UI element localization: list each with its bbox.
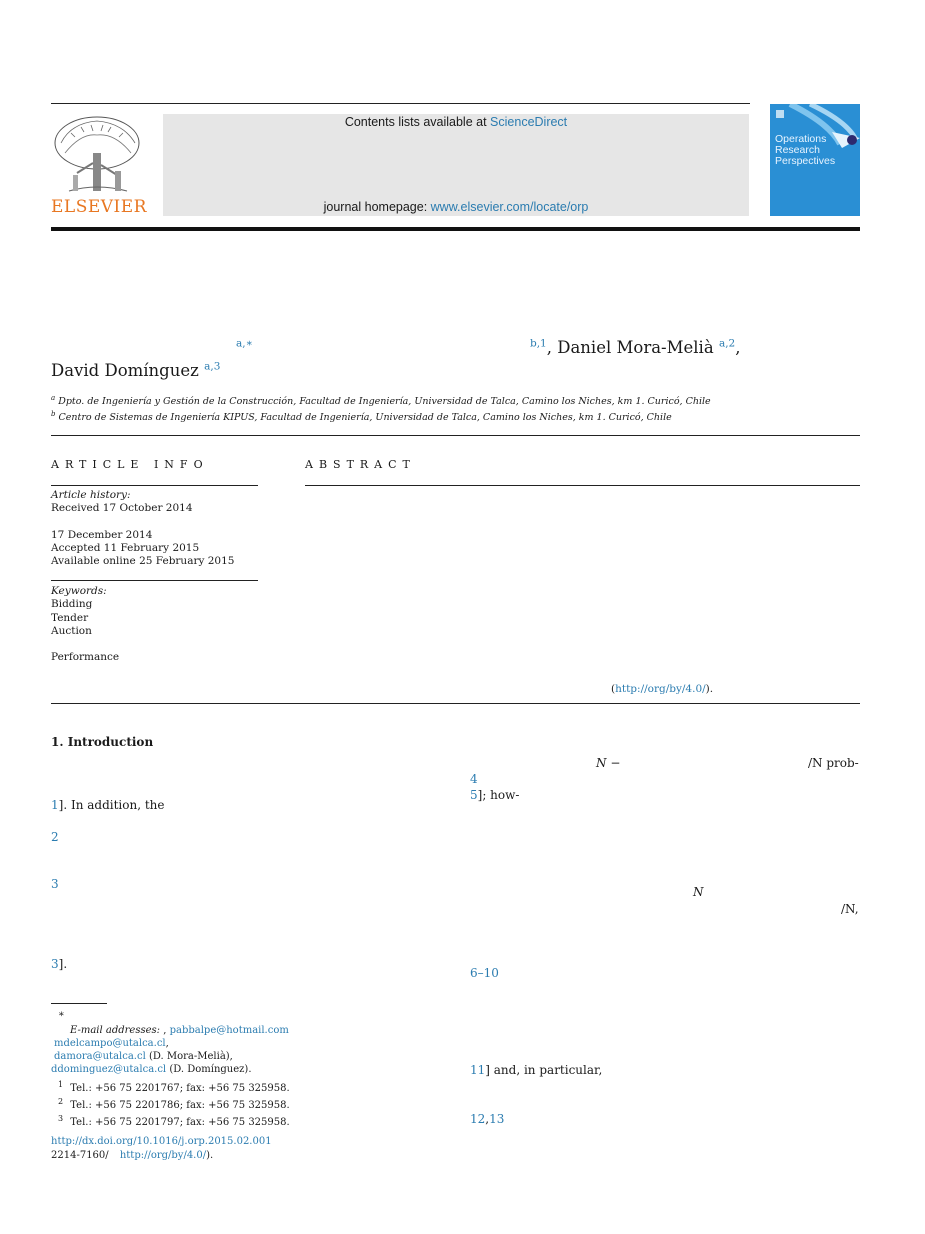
article-info-rule xyxy=(51,485,258,486)
email-line-1 xyxy=(70,1024,289,1038)
doi-line xyxy=(51,1135,272,1149)
issn-text: 2214-7160/ xyxy=(51,1150,109,1161)
footnote-3 xyxy=(58,1112,290,1130)
sciencedirect-link[interactable]: ScienceDirect xyxy=(490,115,568,129)
online-date: Available online 25 February 2015 xyxy=(51,555,235,568)
cover-title: Operations Research Perspectives xyxy=(775,133,836,167)
author1-affiliation-sup[interactable]: a,∗ xyxy=(236,337,253,350)
footnote-2 xyxy=(58,1095,290,1113)
email-line-4 xyxy=(51,1063,252,1077)
revised-date: 17 December 2014 xyxy=(51,528,153,541)
ref11-tail: ] and, in particular, xyxy=(485,1063,603,1077)
header-thick-rule xyxy=(51,227,860,231)
author-line-1b xyxy=(530,338,740,357)
citation-ref-3[interactable]: 3 xyxy=(51,877,59,891)
doi-link[interactable]: http://dx.doi.org/10.1016/j.orp.2015.02.001 xyxy=(51,1136,272,1147)
intro-left-ref3-line xyxy=(51,877,59,892)
abstract-license xyxy=(611,683,713,696)
email-sep: , xyxy=(163,1025,167,1036)
footnote-2-text: Tel.: +56 75 2201786; fax: +56 75 325958. xyxy=(70,1100,290,1112)
intro-left-ref2-line xyxy=(51,830,59,845)
author-separator: , xyxy=(735,338,741,357)
footnote-2-mark: 2 xyxy=(58,1097,64,1106)
ref5-tail: ]; how- xyxy=(477,788,520,802)
footnote-star: ∗ xyxy=(58,1009,65,1020)
affiliation-a-mark: a xyxy=(51,394,56,402)
citation-ref-6-10[interactable]: 6–10 xyxy=(470,966,499,980)
footnote-1-text: Tel.: +56 75 2201767; fax: +56 75 325958. xyxy=(70,1083,290,1095)
author3-name: , Daniel Mora-Melià xyxy=(546,338,714,357)
math-n-single: N xyxy=(693,885,704,899)
article-history xyxy=(51,489,261,568)
author4-name: David Domínguez xyxy=(51,361,199,380)
intro-left-ref3b-line xyxy=(51,957,67,972)
email4-tail: (D. Domínguez). xyxy=(166,1064,252,1075)
author-line-1a xyxy=(236,338,253,357)
intro-right-ref5-line xyxy=(470,788,519,803)
abstract-heading: ABSTRACT xyxy=(305,458,416,471)
email-link-3[interactable]: damora@utalca.cl xyxy=(54,1051,146,1062)
affiliation-b-text: Centro de Sistemas de Ingeniería KIPUS, Facultad de Ingeniería, Universidad de Talca, Camino los Niches, km 1. Curicó, Chile xyxy=(58,412,672,424)
math-n-dash: N − xyxy=(596,756,621,770)
elsevier-logo[interactable] xyxy=(51,113,147,217)
email2-tail: , xyxy=(165,1038,169,1049)
citation-ref-4[interactable]: 4 xyxy=(470,772,478,786)
citation-ref-11[interactable]: 11 xyxy=(470,1063,486,1077)
intro-left-ref1-line xyxy=(51,798,164,813)
author3-affiliation-sup[interactable]: a,2 xyxy=(718,337,736,350)
keyword-item: Tender xyxy=(51,611,89,624)
email-link-1[interactable]: pabbalpe@hotmail.com xyxy=(169,1025,289,1036)
history-label: Article history: xyxy=(51,489,131,501)
email-link-2[interactable]: mdelcampo@utalca.cl xyxy=(54,1038,166,1049)
ref1-tail: ]. In addition, the xyxy=(58,798,165,812)
affiliation-b-mark: b xyxy=(51,410,56,418)
affiliation-a-text: Dpto. de Ingeniería y Gestión de la Construcción, Facultad de Ingeniería, Universidad de Talca, Camino los Niches, km 1. Curicó, Chile xyxy=(58,396,711,408)
footnote-1-mark: 1 xyxy=(58,1080,64,1089)
ref-separator: , xyxy=(485,1112,490,1126)
email3-tail: (D. Mora-Melià), xyxy=(145,1051,233,1062)
citation-ref-1[interactable]: 1 xyxy=(51,798,59,812)
email-link-4[interactable]: ddominguez@utalca.cl xyxy=(51,1064,167,1075)
header-top-rule xyxy=(51,103,750,104)
footnote-3-text: Tel.: +56 75 2201797; fax: +56 75 325958. xyxy=(70,1117,290,1129)
citation-ref-5[interactable]: 5 xyxy=(470,788,478,802)
citation-ref-13[interactable]: 13 xyxy=(489,1112,505,1126)
journal-homepage-link[interactable]: www.elsevier.com/locate/orp xyxy=(430,200,589,214)
intro-heading: 1. Introduction xyxy=(51,735,154,749)
intro-right-ref11-line xyxy=(470,1063,602,1078)
keyword-item: Auction xyxy=(51,624,92,637)
math-n-comma: /N, xyxy=(841,902,859,916)
keyword-item: Performance xyxy=(51,651,120,664)
email-label: E-mail addresses: xyxy=(70,1025,161,1036)
citation-ref-12[interactable]: 12 xyxy=(470,1112,486,1126)
math-n-prob: /N prob- xyxy=(808,756,859,770)
abstract-bottom-rule xyxy=(51,703,860,704)
citation-ref-3b[interactable]: 3 xyxy=(51,957,59,971)
email-line-2 xyxy=(54,1037,169,1051)
intro-right-ref4-line xyxy=(470,772,478,787)
publisher-name: ELSEVIER xyxy=(51,197,147,217)
author4-affiliation-sup[interactable]: a,3 xyxy=(204,360,221,373)
citation-ref-2[interactable]: 2 xyxy=(51,830,59,844)
journal-homepage-line xyxy=(163,200,749,214)
contents-available-line xyxy=(163,115,749,129)
author2-affiliation-sup[interactable]: b,1 xyxy=(530,337,547,350)
license-open: ( xyxy=(611,683,616,695)
article-info-heading: ARTICLE INFO xyxy=(51,458,209,471)
footer-license-link[interactable]: http://org/by/4.0/ xyxy=(119,1150,207,1161)
ref3b-tail: ]. xyxy=(58,957,68,971)
intro-right-ref12-13-line xyxy=(470,1112,504,1127)
author-line-2 xyxy=(51,361,220,380)
email-line-3 xyxy=(54,1050,233,1064)
keywords-block xyxy=(51,585,261,664)
footer-license-tail: ). xyxy=(206,1150,214,1161)
abstract-license-link[interactable]: http://org/by/4.0/ xyxy=(615,683,706,695)
intro-right-ref6-10-line xyxy=(470,966,499,981)
received-date: Received 17 October 2014 xyxy=(51,502,193,515)
issn-line xyxy=(51,1149,213,1163)
keyword-item: Bidding xyxy=(51,598,93,611)
license-close: ). xyxy=(705,683,714,695)
footnote-rule xyxy=(51,1003,107,1004)
footnote-3-mark: 3 xyxy=(58,1114,64,1123)
keywords-label: Keywords: xyxy=(51,585,107,597)
footnote-1 xyxy=(58,1078,290,1096)
keywords-rule xyxy=(51,580,258,581)
homepage-prefix: journal homepage: xyxy=(323,200,428,214)
affiliation-b xyxy=(51,407,871,425)
affiliation-rule xyxy=(51,435,860,436)
abstract-rule xyxy=(305,485,860,486)
contents-prefix: Contents lists available at xyxy=(344,115,487,129)
accepted-date: Accepted 11 February 2015 xyxy=(51,541,200,554)
